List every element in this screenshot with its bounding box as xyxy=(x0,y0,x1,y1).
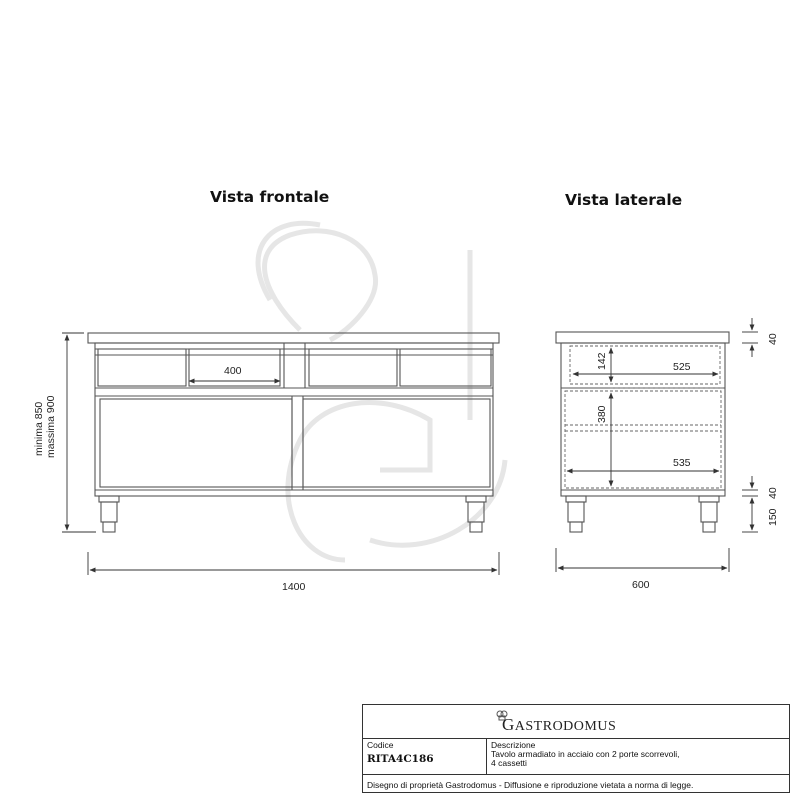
front-foot-left xyxy=(99,496,119,532)
front-view xyxy=(88,333,499,532)
front-height-max-label: massima 900 xyxy=(45,395,57,458)
side-drawer-hidden xyxy=(570,346,720,384)
side-bottom-thickness-label: 40 xyxy=(767,487,779,499)
front-drawer-width-label: 400 xyxy=(224,365,242,377)
code-cell xyxy=(363,738,487,775)
front-top-plate xyxy=(88,333,499,343)
side-hidden-lines xyxy=(565,346,725,488)
side-foot-height-label: 150 xyxy=(767,508,779,526)
side-shelf-hidden xyxy=(565,391,721,488)
front-view-title: Vista frontale xyxy=(210,188,330,206)
description-line-1: Tavolo armadiato in acciaio con 2 porte scorrevoli, xyxy=(491,749,680,759)
code-value: RITA4C186 xyxy=(367,753,434,765)
code-label: Codice xyxy=(367,740,394,750)
side-foot-right xyxy=(699,496,719,532)
title-block-brand-row xyxy=(363,705,789,739)
copyright-footer: Disegno di proprietà Gastrodomus - Diffusione e riproduzione vietata a norma di legge. xyxy=(367,780,694,790)
side-total-depth-label: 600 xyxy=(632,579,650,591)
front-door-left xyxy=(100,399,292,487)
side-top-thickness-label: 40 xyxy=(767,333,779,345)
side-drawer-height-label: 142 xyxy=(596,352,608,370)
front-total-width-label: 1400 xyxy=(282,581,306,593)
side-shelf-height-label: 380 xyxy=(596,405,608,423)
side-drawer-depth-label: 525 xyxy=(673,361,691,373)
description-cell xyxy=(487,738,789,775)
side-view xyxy=(556,332,729,532)
side-view-title: Vista laterale xyxy=(565,191,683,209)
description-label: Descrizione xyxy=(491,740,536,750)
side-dimensions xyxy=(556,318,758,572)
side-cabinet-body xyxy=(561,343,725,496)
side-shelf-depth-label: 535 xyxy=(673,457,691,469)
side-foot-left xyxy=(566,496,586,532)
title-block xyxy=(362,704,790,793)
description-line-2: 4 cassetti xyxy=(491,758,527,768)
side-top-plate xyxy=(556,332,729,343)
front-height-min-label: minima 850 xyxy=(33,401,45,456)
front-cabinet-body xyxy=(95,343,493,496)
brand-name: GASTRODOMUS xyxy=(502,715,617,734)
